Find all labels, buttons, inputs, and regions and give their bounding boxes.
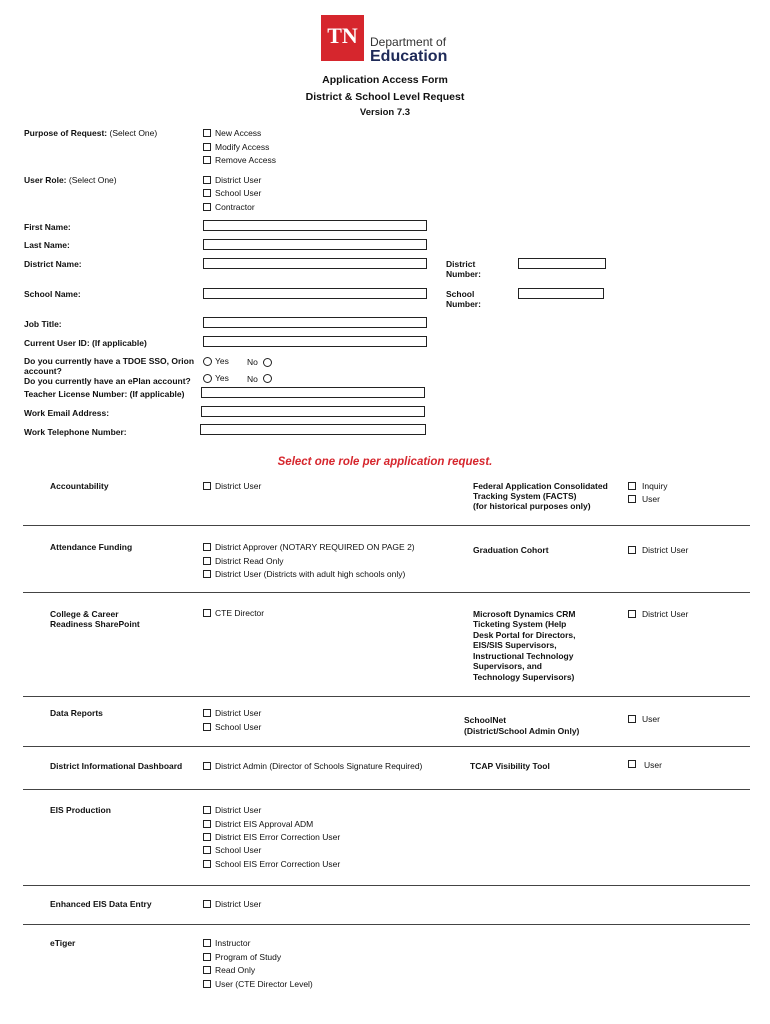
opt-data-reports-school-user: School User xyxy=(215,722,262,732)
checkbox-crm-district-user[interactable] xyxy=(628,610,636,618)
divider xyxy=(23,924,750,925)
checkbox-remove-access[interactable] xyxy=(203,156,211,164)
app-attendance-funding: Attendance Funding xyxy=(50,542,133,552)
option-school-user-role: School User xyxy=(215,188,262,198)
checkbox-etiger-instructor[interactable] xyxy=(203,939,211,947)
role-label-bold: User Role: xyxy=(24,175,67,185)
role-label-plain: (Select One) xyxy=(68,175,117,185)
work-phone-field[interactable] xyxy=(200,424,426,435)
opt-graduation-district-user: District User xyxy=(642,545,689,555)
form-title: Application Access Form xyxy=(322,74,448,86)
form-version: Version 7.3 xyxy=(359,107,411,118)
checkbox-eis-district-user[interactable] xyxy=(203,806,211,814)
opt-attendance-approver: District Approver (NOTARY REQUIRED ON PAGE 2) xyxy=(215,542,415,552)
app-facts-line2: Tracking System (FACTS) xyxy=(473,491,577,501)
district-number-label-1: District xyxy=(446,259,476,269)
app-tcap-visibility: TCAP Visibility Tool xyxy=(470,761,550,771)
app-data-reports: Data Reports xyxy=(50,708,103,718)
app-crm-line3: Desk Portal for Directors, xyxy=(473,630,576,640)
divider xyxy=(23,525,750,526)
divider xyxy=(23,746,750,747)
divider xyxy=(23,885,750,886)
option-modify-access: Modify Access xyxy=(215,142,270,152)
purpose-label-bold: Purpose of Request: xyxy=(24,128,108,138)
app-crm-line6: Supervisors, and xyxy=(473,661,542,671)
opt-eis-approval-adm: District EIS Approval ADM xyxy=(215,819,314,829)
checkbox-etiger-user-cte[interactable] xyxy=(203,980,211,988)
eplan-no-radio[interactable] xyxy=(263,374,272,383)
opt-etiger-read-only: Read Only xyxy=(215,965,256,975)
eplan-question: Do you currently have an ePlan account? xyxy=(24,376,191,386)
app-facts-line3: (for historical purposes only) xyxy=(473,501,591,511)
role-label xyxy=(24,175,117,185)
district-number-label-2: Number: xyxy=(446,269,481,279)
divider xyxy=(23,592,750,593)
sso-yes-label: Yes xyxy=(215,356,229,366)
divider xyxy=(23,789,750,790)
opt-enhanced-eis-district-user: District User xyxy=(215,899,262,909)
opt-eis-school-user: School User xyxy=(215,845,262,855)
checkbox-contractor-role[interactable] xyxy=(203,203,211,211)
purpose-label xyxy=(24,128,157,138)
app-crm-line7: Technology Supervisors) xyxy=(473,672,575,682)
sso-yes-radio[interactable] xyxy=(203,357,212,366)
app-schoolnet-line2: (District/School Admin Only) xyxy=(464,726,580,736)
first-name-field[interactable] xyxy=(203,220,427,231)
checkbox-attendance-approver[interactable] xyxy=(203,543,211,551)
checkbox-district-user-role[interactable] xyxy=(203,176,211,184)
opt-attendance-read-only: District Read Only xyxy=(215,556,284,566)
app-accountability: Accountability xyxy=(50,481,109,491)
eplan-yes-radio[interactable] xyxy=(203,374,212,383)
work-email-label: Work Email Address: xyxy=(24,408,110,418)
eplan-no-label: No xyxy=(247,374,258,384)
school-name-label: School Name: xyxy=(24,289,81,299)
app-etiger: eTiger xyxy=(50,938,76,948)
checkbox-new-access[interactable] xyxy=(203,129,211,137)
last-name-field[interactable] xyxy=(203,239,427,250)
opt-accountability-district-user: District User xyxy=(215,481,262,491)
opt-facts-user: User xyxy=(642,494,660,504)
checkbox-attendance-read-only[interactable] xyxy=(203,557,211,565)
tn-logo xyxy=(321,15,364,61)
opt-ccr-cte-director: CTE Director xyxy=(215,608,265,618)
app-graduation-cohort: Graduation Cohort xyxy=(473,545,549,555)
form-subtitle: District & School Level Request xyxy=(305,91,465,103)
checkbox-dashboard-district-admin[interactable] xyxy=(203,762,211,770)
app-schoolnet-line1: SchoolNet xyxy=(464,715,507,725)
checkbox-eis-district-error-correction[interactable] xyxy=(203,833,211,841)
app-crm-line2: Ticketing System (Help xyxy=(473,619,567,629)
checkbox-eis-school-user[interactable] xyxy=(203,846,211,854)
first-name-label: First Name: xyxy=(24,222,71,232)
school-number-label-2: Number: xyxy=(446,299,481,309)
app-eis-production: EIS Production xyxy=(50,805,111,815)
checkbox-attendance-district-user[interactable] xyxy=(203,570,211,578)
current-user-id-label: Current User ID: (If applicable) xyxy=(24,338,147,348)
opt-data-reports-district-user: District User xyxy=(215,708,262,718)
school-number-label-1: School xyxy=(446,289,475,299)
checkbox-modify-access[interactable] xyxy=(203,143,211,151)
opt-etiger-instructor: Instructor xyxy=(215,938,251,948)
eplan-yes-label: Yes xyxy=(215,373,229,383)
purpose-label-plain: (Select One) xyxy=(109,128,158,138)
role-instruction: Select one role per application request. xyxy=(277,456,493,468)
option-remove-access: Remove Access xyxy=(215,155,276,165)
current-user-id-field[interactable] xyxy=(203,336,427,347)
school-name-field[interactable] xyxy=(203,288,427,299)
app-crm-line1: Microsoft Dynamics CRM xyxy=(473,609,576,619)
opt-etiger-program-of-study: Program of Study xyxy=(215,952,282,962)
opt-eis-district-user: District User xyxy=(215,805,262,815)
app-crm-line5: Instructional Technology xyxy=(473,651,574,661)
logo-education: Education xyxy=(370,48,448,65)
sso-question-line2: account? xyxy=(24,366,62,376)
opt-etiger-user-cte: User (CTE Director Level) xyxy=(215,979,313,989)
district-number-field[interactable] xyxy=(518,258,606,269)
teacher-license-field[interactable] xyxy=(201,387,425,398)
app-facts-line1: Federal Application Consolidated xyxy=(473,481,608,491)
checkbox-data-reports-school-user[interactable] xyxy=(203,723,211,731)
opt-facts-inquiry: Inquiry xyxy=(642,481,668,491)
app-ccr-line2: Readiness SharePoint xyxy=(50,619,140,629)
opt-eis-school-error-correction: School EIS Error Correction User xyxy=(215,859,341,869)
app-crm-line4: EIS/SIS Supervisors, xyxy=(473,640,557,650)
option-new-access: New Access xyxy=(215,128,262,138)
sso-no-radio[interactable] xyxy=(263,358,272,367)
opt-tcap-user: User xyxy=(644,760,662,770)
opt-eis-district-error-correction: District EIS Error Correction User xyxy=(215,832,341,842)
checkbox-facts-user[interactable] xyxy=(628,495,636,503)
checkbox-etiger-program-of-study[interactable] xyxy=(203,953,211,961)
checkbox-eis-approval-adm[interactable] xyxy=(203,820,211,828)
job-title-field[interactable] xyxy=(203,317,427,328)
district-name-label: District Name: xyxy=(24,259,82,269)
checkbox-schoolnet-user[interactable] xyxy=(628,715,636,723)
sso-no-label: No xyxy=(247,357,258,367)
divider xyxy=(23,696,750,697)
last-name-label: Last Name: xyxy=(24,240,70,250)
app-district-dashboard: District Informational Dashboard xyxy=(50,761,183,771)
sso-question-line1: Do you currently have a TDOE SSO, Orion xyxy=(24,356,195,366)
logo-tn-text: TN xyxy=(327,23,358,48)
option-district-user-role: District User xyxy=(215,175,262,185)
job-title-label: Job Title: xyxy=(24,319,62,329)
checkbox-etiger-read-only[interactable] xyxy=(203,966,211,974)
checkbox-ccr-cte-director[interactable] xyxy=(203,609,211,617)
checkbox-data-reports-district-user[interactable] xyxy=(203,709,211,717)
logo-department: Department of xyxy=(370,35,447,49)
app-enhanced-eis: Enhanced EIS Data Entry xyxy=(50,899,152,909)
app-ccr-line1: College & Career xyxy=(50,609,119,619)
opt-attendance-district-user: District User (Districts with adult high schools only) xyxy=(215,569,406,579)
option-contractor-role: Contractor xyxy=(215,202,255,212)
checkbox-enhanced-eis-district-user[interactable] xyxy=(203,900,211,908)
work-phone-label: Work Telephone Number: xyxy=(24,427,127,437)
checkbox-tcap-user[interactable] xyxy=(628,760,636,768)
checkbox-graduation-district-user[interactable] xyxy=(628,546,636,554)
opt-crm-district-user: District User xyxy=(642,609,689,619)
work-email-field[interactable] xyxy=(201,406,425,417)
checkbox-accountability-district-user[interactable] xyxy=(203,482,211,490)
school-number-field[interactable] xyxy=(518,288,604,299)
opt-dashboard-district-admin: District Admin (Director of Schools Signature Required) xyxy=(215,761,423,771)
checkbox-facts-inquiry[interactable] xyxy=(628,482,636,490)
opt-schoolnet-user: User xyxy=(642,714,660,724)
checkbox-eis-school-error-correction[interactable] xyxy=(203,860,211,868)
checkbox-school-user-role[interactable] xyxy=(203,189,211,197)
teacher-license-label: Teacher License Number: (If applicable) xyxy=(24,389,185,399)
district-name-field[interactable] xyxy=(203,258,427,269)
